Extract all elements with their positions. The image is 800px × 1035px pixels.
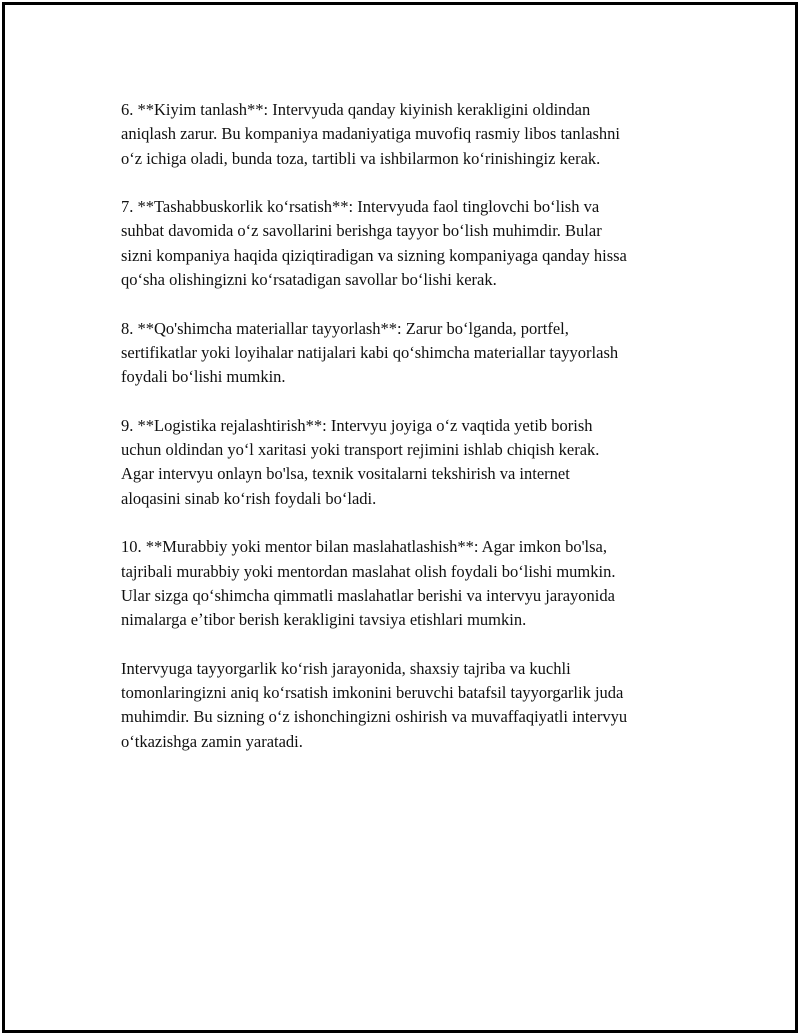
- paragraph-additional-materials: 8. **Qo'shimcha materiallar tayyorlash**: Zarur boʻlganda, portfel, sertifikatlar yoki loyihalar natijalari kabi qoʻshimcha materiallar tayyorlash foydali boʻlishi mumkin.: [121, 318, 619, 387]
- document-page: [2, 2, 798, 1033]
- paragraph-initiative: 7. **Tashabbuskorlik koʻrsatish**: Intervyuda faol tinglovchi boʻlish va suhbat davomida oʻz savollarini berishga tayyor boʻlish muhimdir. Bular sizni kompaniya haqida qiziqtiradigan va sizning kompaniyaga qanday hissa qoʻsha olishingizni koʻrsatadigan savollar boʻlishi kerak.: [121, 197, 627, 290]
- paragraph-clothing-choice: 6. **Kiyim tanlash**: Intervyuda qanday kiyinish kerakligini oldindan aniqlash zarur. Bu kompaniya madaniyatiga muvofiq rasmiy libos tanlashni oʻz ichiga oladi, bunda toza, tartibli va ishbilarmon koʻrinishingiz kerak.: [121, 100, 621, 168]
- paragraph-mentor-consultation: 10. **Murabbiy yoki mentor bilan maslahatlashish**: Agar imkon bo'lsa, tajribali murabbiy yoki mentordan maslahat olish foydali boʻlishi mumkin. Ular sizga qoʻshimcha qimmatli maslahatlar berishi va intervyu jarayonida nimalarga eʼtibor berish kerakligini tavsiya etishlari mumkin.: [121, 537, 616, 630]
- paragraph-logistics: 9. **Logistika rejalashtirish**: Intervyu joyiga oʻz vaqtida yetib borish uchun oldindan yoʻl xaritasi yoki transport rejimini ishlab chiqish kerak. Agar intervyu onlayn bo'lsa, texnik vositalarni tekshirish va internet aloqasini sinab koʻrish foydali boʻladi.: [121, 415, 600, 508]
- paragraph-conclusion: Intervyuga tayyorgarlik koʻrish jarayonida, shaxsiy tajriba va kuchli tomonlaringizni aniq koʻrsatish imkonini beruvchi batafsil tayyorgarlik juda muhimdir. Bu sizning oʻz ishonchingizni oshirish va muvaffaqiyatli intervyu oʻtkazishga zamin yaratadi.: [121, 658, 628, 751]
- document-body: [121, 98, 701, 778]
